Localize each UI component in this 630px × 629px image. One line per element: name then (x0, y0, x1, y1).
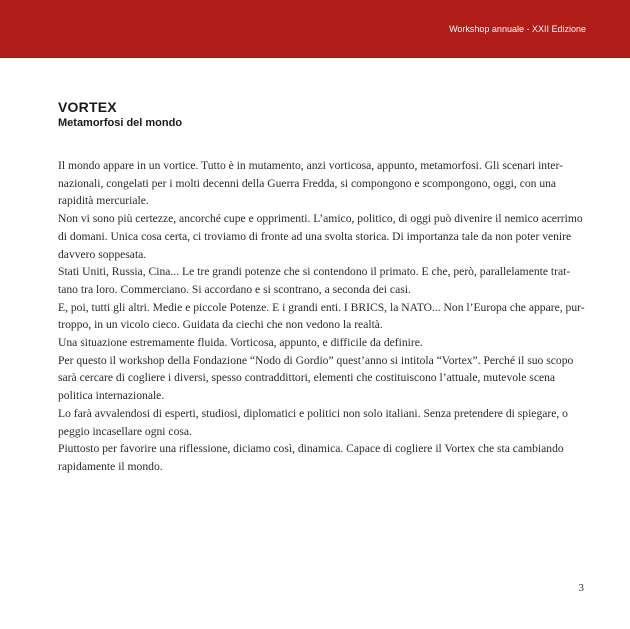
body-line: troppo, in un vicolo cieco. Guidata da ciechi che non vedono la realtà. (58, 318, 383, 332)
article-subtitle: Metamorfosi del mondo (58, 117, 183, 129)
body-line: Non vi sono più certezze, ancorché cupe e opprimenti. L’amico, politico, di oggi può divenire il nemico acerrimo (58, 212, 583, 226)
header-band (0, 0, 630, 58)
body-line: nazionali, congelati per i molti decenni della Guerra Fredda, si compongono e scompongono, oggi, con una (58, 176, 557, 190)
body-line: politica internazionale. (58, 389, 165, 403)
body-line: peggio incasellare ogni cosa. (58, 424, 192, 438)
body-line: rapidità mercuriale. (58, 194, 149, 208)
body-line: Una situazione estremamente fluida. Vorticosa, appunto, e difficile da definire. (58, 336, 423, 350)
body-line: Piuttosto per favorire una riflessione, diciamo così, dinamica. Capace di cogliere il Vortex che sta cambiando (58, 442, 564, 456)
article-title: VORTEX (58, 99, 117, 115)
edition-label: Workshop annuale - XXII Edizione (449, 24, 586, 34)
article-body (58, 157, 588, 476)
body-line: rapidamente il mondo. (58, 459, 163, 473)
body-line: di domani. Unica cosa certa, ci troviamo di fronte ad una svolta storica. Di importanza tale da non poter venire (58, 229, 572, 243)
body-line: E, poi, tutti gli altri. Medie e piccole Potenze. E i grandi enti. I BRICS, la NATO... Non l’Europa che appare, pur- (58, 300, 585, 314)
body-line: Lo farà avvalendosi di esperti, studiosi, diplomatici e politici non solo italiani. Senza pretendere di spiegare, o (58, 406, 568, 420)
body-line: sarà cercare di cogliere i diversi, spesso contraddittori, elementi che costituiscono l’attuale, mutevole scena (58, 371, 556, 385)
body-line: Stati Uniti, Russia, Cina... Le tre grandi potenze che si contendono il primato. E che, però, parallelamente trat- (58, 265, 571, 279)
page-number: 3 (578, 582, 584, 594)
body-line: Il mondo appare in un vortice. Tutto è in mutamento, anzi vorticosa, appunto, metamorfosi. Gli scenari inter- (58, 159, 563, 172)
body-line: tano tra loro. Commerciano. Si accordano e si scontrano, a seconda dei casi. (58, 282, 411, 296)
body-line: Per questo il workshop della Fondazione “Nodo di Gordio” quest’anno si intitola “Vortex”. Perché il suo scopo (58, 353, 574, 367)
body-line: davvero soppesata. (58, 247, 147, 261)
